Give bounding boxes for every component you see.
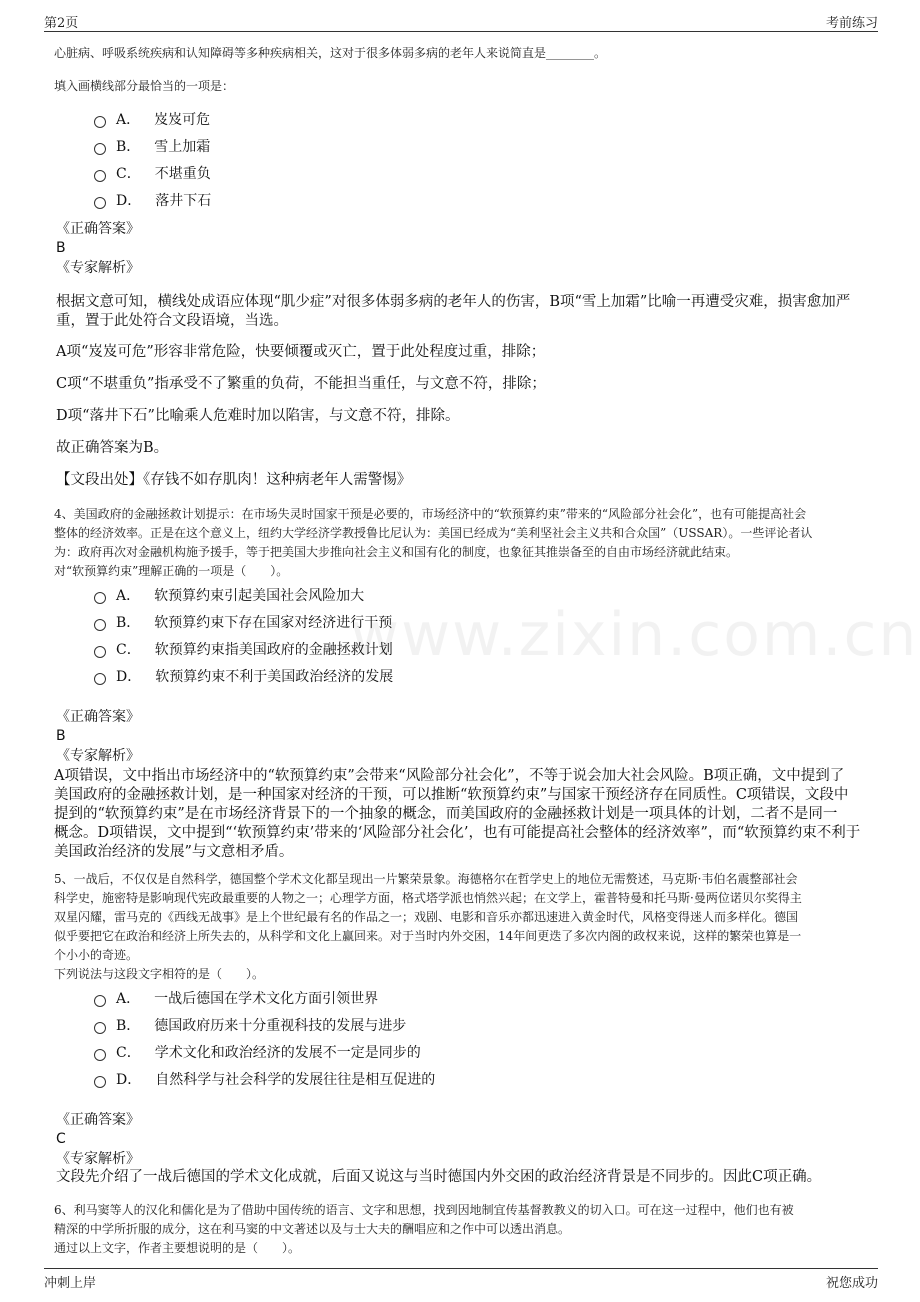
q5-analysis-line: 文段先介绍了一战后德国的学术文化成就，后面又说这与当时德国内外交困的政治经济背景是不同步的。因此C项正确。 (56, 1169, 822, 1185)
q6-question: 通过以上文字，作者主要想说明的是（ ）。 (54, 1241, 301, 1255)
q5-question: 下列说法与这段文字相符的是（ ）。 (54, 967, 265, 981)
option-letter: C． (116, 642, 141, 658)
radio-button-icon[interactable] (94, 673, 106, 685)
radio-button-icon[interactable] (94, 170, 106, 182)
q5-option-c[interactable] (94, 1042, 421, 1062)
q4-stem-line: 整体的经济效率。正是在这个意义上，纽约大学经济学教授鲁比尼认为：美国已经成为“美利坚社会主义共和合众国”（USSAR）。一些评论者认 (54, 526, 813, 540)
q5-option-a[interactable] (94, 988, 378, 1008)
option-letter: D． (116, 1072, 142, 1088)
option-letter: B． (116, 139, 141, 155)
q4-analysis-line: 美国政府的金融拯救计划，是一种国家对经济的干预，可以推断“软预算约束”与国家干预经济存在同质性。C项错误，文段中 (54, 787, 849, 803)
q4-stem-line: 4、美国政府的金融拯救计划提示：在市场失灵时国家干预是必要的，市场经济中的“软预算约束”带来的“风险部分社会化”，也有可能提高社会 (54, 507, 807, 521)
q4-question: 对“软预算约束”理解正确的一项是（ ）。 (54, 564, 289, 578)
option-text: 软预算约束下存在国家对经济进行干预 (154, 615, 393, 631)
radio-button-icon[interactable] (94, 592, 106, 604)
q5-option-d[interactable] (94, 1069, 435, 1089)
radio-button-icon[interactable] (94, 143, 106, 155)
option-text: 落井下石 (155, 193, 212, 209)
radio-button-icon[interactable] (94, 646, 106, 658)
q4-answer-label: 《正确答案》 (56, 709, 140, 725)
q3-analysis-label: 《专家解析》 (56, 260, 140, 276)
q4-analysis-line: A项错误，文中指出市场经济中的“软预算约束”会带来“风险部分社会化”，不等于说会加大社会风险。B项正确，文中提到了 (54, 768, 845, 784)
q6-stem-line: 精深的中学所折服的成分，这在利马窦的中文著述以及与士大夫的酬唱应和之作中可以透出消息。 (54, 1222, 571, 1236)
q3-analysis-line: 重，置于此处符合文段语境，当选。 (56, 313, 288, 329)
q4-analysis-label: 《专家解析》 (56, 748, 140, 764)
q3-answer-label: 《正确答案》 (56, 221, 140, 237)
q3-answer: B (56, 240, 66, 256)
watermark: www.zixin.com.cn (350, 600, 919, 670)
option-letter: A． (116, 112, 141, 128)
q3-option-c[interactable] (94, 163, 211, 183)
radio-button-icon[interactable] (94, 619, 106, 631)
option-letter: D． (116, 669, 142, 685)
radio-button-icon[interactable] (94, 995, 106, 1007)
q5-stem-line: 双星闪耀，雷马克的《西线无战事》是上个世纪最有名的作品之一；戏剧、电影和音乐亦都迅速进入黄金时代，风格变得迷人而多样化。德国 (54, 910, 799, 924)
page-number: 第2页 (44, 16, 79, 31)
radio-button-icon[interactable] (94, 1076, 106, 1088)
q3-option-a[interactable] (94, 109, 210, 129)
q3-option-d[interactable] (94, 190, 211, 210)
q3-analysis-line: D项“落井下石”比喻乘人危难时加以陷害，与文意不符，排除。 (56, 408, 460, 424)
option-letter: A． (116, 588, 141, 604)
q4-analysis-line: 美国政治经济的发展”与文意相矛盾。 (54, 844, 294, 860)
q5-stem-line: 似乎要把它在政治和经济上所失去的，从科学和文化上赢回来。对于当时内外交困，14年间更迭了多次内阁的政权来说，这样的繁荣也算是一 (54, 929, 802, 943)
option-letter: B． (116, 615, 141, 631)
q3-option-b[interactable] (94, 136, 210, 156)
option-text: 软预算约束不利于美国政治经济的发展 (155, 669, 394, 685)
radio-button-icon[interactable] (94, 197, 106, 209)
header-rule (44, 31, 878, 32)
footer-rule (44, 1268, 878, 1269)
option-letter: A． (116, 991, 141, 1007)
q6-stem-line: 6、利马窦等人的汉化和儒化是为了借助中国传统的语言、文字和思想，找到因地制宜传基督教教义的切入口。可在这一过程中，他们也有被 (54, 1203, 794, 1217)
q4-analysis-line: 提到的“软预算约束”是在市场经济背景下的一个抽象的概念，而美国政府的金融拯救计划是一项具体的计划，二者不是同一 (54, 806, 838, 822)
q4-analysis-line: 概念。D项错误，文中提到“‘软预算约束’带来的‘风险部分社会化’，也有可能提高社会整体的经济效率”，而“软预算约束不利于 (54, 825, 861, 841)
option-letter: D． (116, 193, 142, 209)
q5-option-b[interactable] (94, 1015, 406, 1035)
q4-answer: B (56, 728, 66, 744)
q5-answer-label: 《正确答案》 (56, 1112, 140, 1128)
radio-button-icon[interactable] (94, 116, 106, 128)
option-text: 自然科学与社会科学的发展往往是相互促进的 (155, 1072, 436, 1088)
radio-button-icon[interactable] (94, 1022, 106, 1034)
q3-stem-line: 心脏病、呼吸系统疾病和认知障碍等多种疾病相关，这对于很多体弱多病的老年人来说简直是________。 (54, 46, 607, 60)
q3-source: 【文段出处】《存钱不如存肌肉！这种病老年人需警惕》 (56, 472, 412, 488)
q4-option-c[interactable] (94, 639, 393, 659)
option-text: 软预算约束引起美国社会风险加大 (154, 588, 365, 604)
q4-option-b[interactable] (94, 612, 392, 632)
option-text: 雪上加霜 (154, 139, 211, 155)
q3-analysis-line: C项“不堪重负”指承受不了繁重的负荷，不能担当重任，与文意不符，排除； (56, 376, 546, 392)
page-header-title: 考前练习 (825, 16, 878, 31)
option-letter: B． (116, 1018, 141, 1034)
option-text: 学术文化和政治经济的发展不一定是同步的 (154, 1045, 421, 1061)
q5-stem-line: 5、一战后，不仅仅是自然科学，德国整个学术文化都呈现出一片繁荣景象。海德格尔在哲学史上的地位无需赘述，马克斯·韦伯名震整部社会 (54, 872, 798, 886)
q5-analysis-label: 《专家解析》 (56, 1151, 140, 1167)
option-letter: C． (116, 1045, 141, 1061)
option-text: 德国政府历来十分重视科技的发展与进步 (154, 1018, 407, 1034)
q3-instruction: 填入画横线部分最恰当的一项是： (54, 79, 235, 93)
option-text: 岌岌可危 (154, 112, 211, 128)
q3-analysis-line: 故正确答案为B。 (56, 440, 169, 456)
option-text: 软预算约束指美国政府的金融拯救计划 (154, 642, 393, 658)
q4-stem-line: 为：政府再次对金融机构施予援手，等于把美国大步推向社会主义和国有化的制度，也象征其推崇备至的自由市场经济就此结束。 (54, 545, 739, 559)
q4-option-a[interactable] (94, 585, 364, 605)
option-letter: C． (116, 166, 141, 182)
q5-stem-line: 科学史，施密特是影响现代宪政最重要的人物之一；心理学方面，格式塔学派也悄然兴起；在文学上，霍普特曼和托马斯·曼两位诺贝尔奖得主 (54, 891, 802, 905)
footer-left-text: 冲刺上岸 (44, 1276, 97, 1291)
q5-answer: C (56, 1131, 66, 1147)
footer-right-text: 祝您成功 (825, 1276, 878, 1291)
q4-option-d[interactable] (94, 666, 393, 686)
option-text: 不堪重负 (154, 166, 211, 182)
q3-analysis-line: 根据文意可知，横线处成语应体现“肌少症”对很多体弱多病的老年人的伤害，B项“雪上加霜”比喻一再遭受灾难，损害愈加严 (56, 294, 851, 310)
radio-button-icon[interactable] (94, 1049, 106, 1061)
q5-stem-line: 个小小的奇迹。 (54, 948, 139, 962)
q3-analysis-line: A项“岌岌可危”形容非常危险，快要倾覆或灭亡，置于此处程度过重，排除； (56, 344, 546, 360)
option-text: 一战后德国在学术文化方面引领世界 (154, 991, 379, 1007)
